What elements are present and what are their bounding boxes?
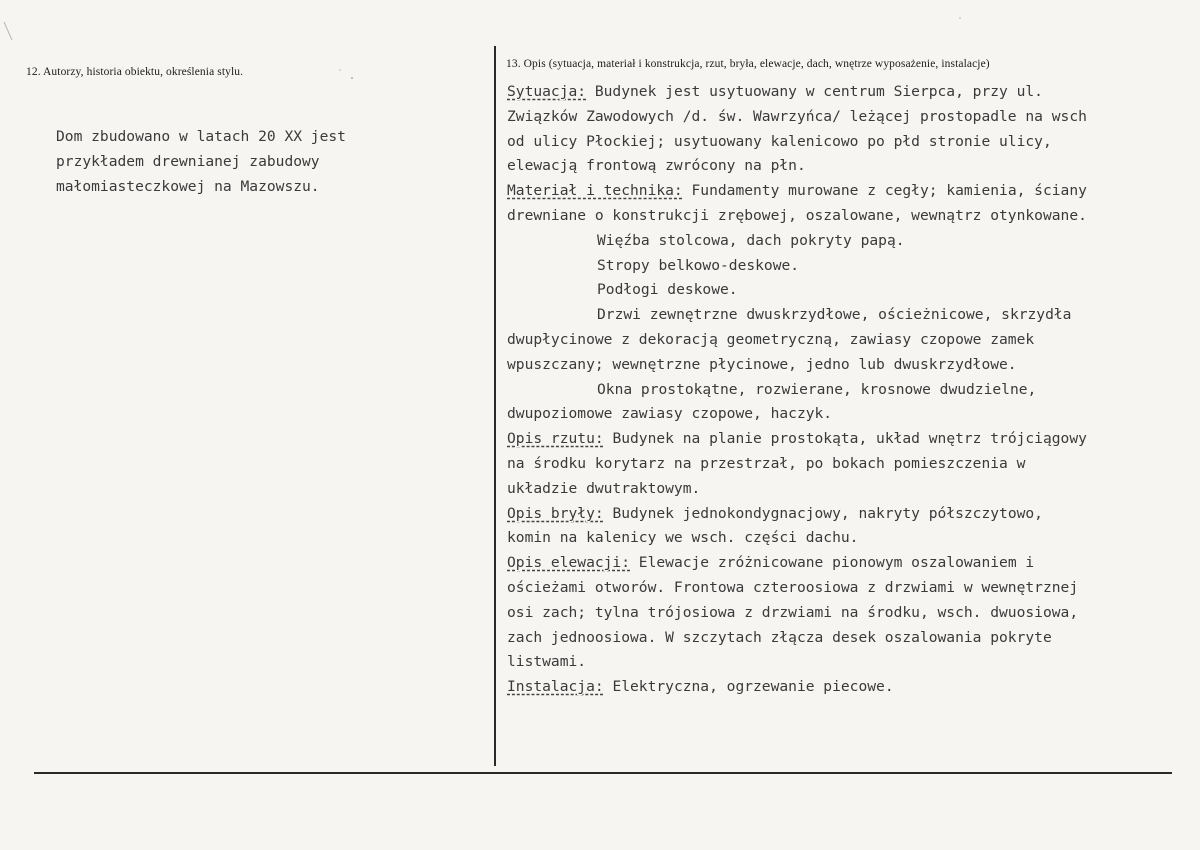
section-13-line [507, 130, 1087, 155]
line-text: Elektryczna, ogrzewanie piecowe. [603, 678, 894, 696]
line-text: zach jednoosiowa. W szczytach złącza desek oszalowania pokryte [507, 628, 1052, 646]
section-13-line [507, 626, 1087, 651]
line-text: Więźba stolcowa, dach pokryty papą. [597, 231, 905, 249]
section-13-line [507, 576, 1087, 601]
line-text: Budynek na planie prostokąta, układ wnętrz trójciągowy [603, 430, 1087, 448]
section-13-line [507, 80, 1087, 105]
section-13-line [507, 303, 1087, 328]
section-12-line: Dom zbudowano w latach 20 XX jest [56, 128, 346, 145]
line-text: od ulicy Płockiej; usytuowany kalenicowo po płd stronie ulicy, [507, 132, 1052, 150]
line-text: wpuszczany; wewnętrzne płycinowe, jedno lub dwuskrzydłowe. [507, 355, 1017, 373]
section-13-line [507, 278, 1087, 303]
section-12-line: małomiasteczkowej na Mazowszu. [56, 178, 320, 195]
line-text: drewniane o konstrukcji zrębowej, oszalowane, wewnątrz otynkowane. [507, 206, 1087, 224]
section-13-body [507, 80, 1087, 700]
line-text: Fundamenty murowane z cegły; kamienia, ściany [682, 182, 1087, 200]
section-13-line [507, 204, 1087, 229]
section-13-line [507, 502, 1087, 527]
section-13-heading: 13. Opis (sytuacja, materiał i konstrukcja, rzut, bryła, elewacje, dach, wnętrze wyposażenie, instalacje) [506, 58, 990, 70]
section-13-line [507, 551, 1087, 576]
line-text: dwupłycinowe z dekoracją geometryczną, zawiasy czopowe zamek [507, 330, 1035, 348]
field-label: Sytuacja: [507, 83, 587, 100]
section-13-line [507, 154, 1087, 179]
line-text: Drzwi zewnętrzne dwuskrzydłowe, ościeżnicowe, skrzydła [597, 306, 1072, 324]
section-13-line [507, 105, 1087, 130]
field-label: Opis bryły: [507, 504, 604, 522]
section-12-line: przykładem drewnianej zabudowy [56, 153, 320, 170]
field-label: Opis elewacji: [507, 554, 631, 572]
line-text: układzie dwutraktowym. [507, 479, 701, 497]
field-label: Materiał i technika: [507, 182, 683, 200]
line-text: elewacją frontową zwrócony na płn. [507, 157, 806, 175]
line-text: Elewacje zróżnicowane pionowym oszalowaniem i [630, 554, 1035, 572]
column-divider [494, 46, 496, 766]
section-13-line [507, 179, 1087, 204]
section-13-line [507, 353, 1087, 378]
section-13-line [507, 427, 1087, 452]
section-12-heading: 12. Autorzy, historia obiektu, określenia stylu. [26, 66, 244, 78]
section-13-line [507, 328, 1087, 353]
line-text: Związków Zawodowych /d. św. Wawrzyńca/ leżącej prostopadle na wsch [507, 107, 1087, 125]
field-label: Opis rzutu: [507, 430, 604, 448]
section-13-line [507, 254, 1087, 279]
section-13-line [507, 675, 1087, 700]
section-13-line [507, 402, 1087, 427]
section-13-line [507, 601, 1087, 626]
line-text: Budynek jednokondygnacjowy, nakryty półszczytowo, [603, 504, 1043, 522]
line-text: listwami. [507, 653, 587, 671]
line-text: ościeżami otworów. Frontowa czteroosiowa z drzwiami w wewnętrznej [507, 578, 1079, 596]
line-text: na środku korytarz na przestrzał, po bokach pomieszczenia w [507, 454, 1026, 472]
section-13-line [507, 650, 1087, 675]
line-text: Stropy belkowo-deskowe. [597, 256, 800, 274]
line-text: Podłogi deskowe. [597, 281, 738, 299]
line-text: komin na kalenicy we wsch. części dachu. [507, 529, 859, 547]
section-13-line [507, 477, 1087, 502]
line-text: osi zach; tylna trójosiowa z drzwiami na środku, wsch. dwuosiowa, [507, 603, 1079, 621]
section-13-line [507, 229, 1087, 254]
section-13-line [507, 452, 1087, 477]
section-13-line [507, 378, 1087, 403]
section-13-line [507, 526, 1087, 551]
section-12-body [56, 124, 346, 199]
field-label: Instalacja: [507, 678, 604, 696]
bottom-rule [34, 772, 1172, 774]
line-text: Budynek jest usytuowany w centrum Sierpca, przy ul. [586, 83, 1043, 100]
line-text: Okna prostokątne, rozwierane, krosnowe dwudzielne, [597, 380, 1037, 398]
line-text: dwupoziomowe zawiasy czopowe, haczyk. [507, 405, 833, 423]
